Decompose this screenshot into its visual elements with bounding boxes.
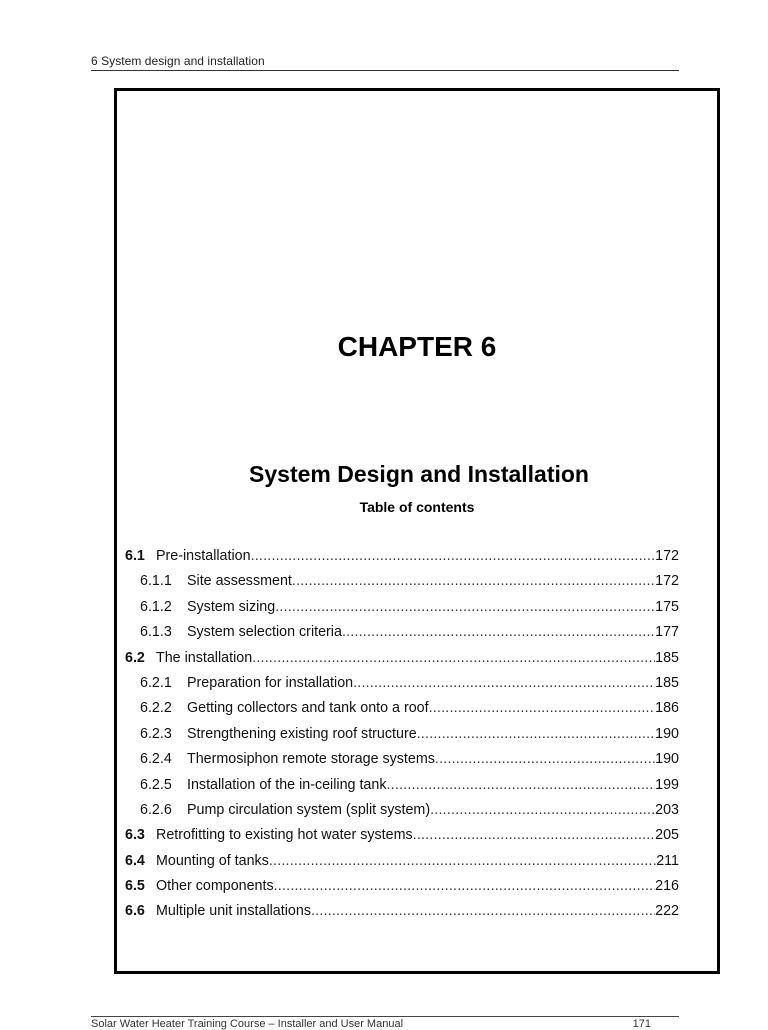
chapter-box (114, 88, 720, 974)
running-head: 6 System design and installation (91, 54, 265, 68)
toc-page: 216 (655, 878, 679, 895)
toc-number: 6.1.3 (140, 624, 172, 641)
toc-label: Other components (156, 878, 274, 895)
toc-page: 172 (655, 548, 679, 564)
toc-number: 6.1.2 (140, 598, 172, 615)
toc-page: 222 (655, 903, 679, 920)
page-footer (91, 1018, 651, 1030)
toc-leader-dots (435, 751, 655, 767)
toc-entry[interactable] (125, 903, 679, 928)
toc-leader-dots (252, 650, 655, 666)
toc-label: Pre-installation (156, 548, 251, 564)
toc-leader-dots (251, 548, 656, 564)
toc-leader-dots (430, 802, 655, 818)
toc-number: 6.2.5 (140, 776, 172, 793)
toc-number: 6.2 (125, 649, 145, 666)
toc-label: Preparation for installation (187, 674, 354, 691)
footer-rule (91, 1016, 679, 1017)
toc-page: 205 (655, 827, 679, 844)
toc-entry[interactable] (125, 573, 679, 598)
toc-entry[interactable] (125, 624, 679, 649)
chapter-title: System Design and Installation (249, 461, 589, 487)
toc-heading: Table of contents (359, 499, 475, 515)
toc-page: 199 (655, 776, 679, 793)
toc-number: 6.2.6 (140, 801, 172, 818)
toc-page: 185 (655, 674, 679, 691)
toc-leader-dots (274, 878, 656, 894)
toc-number: 6.2.1 (140, 674, 172, 691)
toc-label: Installation of the in-ceiling tank (187, 776, 387, 793)
toc-label: System selection criteria (187, 624, 342, 641)
toc-leader-dots (353, 675, 655, 691)
toc-page: 203 (655, 801, 679, 818)
toc-page: 190 (655, 751, 679, 768)
toc-entry[interactable] (125, 675, 679, 700)
toc-leader-dots (342, 624, 655, 640)
toc-label: Mounting of tanks (156, 852, 269, 869)
header-rule (91, 70, 679, 71)
page-number: 171 (632, 1018, 651, 1030)
toc-leader-dots (413, 827, 655, 843)
toc-number: 6.2.3 (140, 725, 172, 742)
toc-label: Retrofitting to existing hot water systems (156, 827, 413, 844)
toc-label: System sizing (187, 598, 276, 615)
toc-number: 6.4 (125, 852, 145, 869)
chapter-label: CHAPTER 6 (337, 331, 497, 362)
toc-page: 185 (655, 649, 679, 666)
toc-leader-dots (275, 599, 655, 615)
toc-page: 190 (655, 725, 679, 742)
toc-label: Multiple unit installations (156, 903, 311, 920)
footer-title: Solar Water Heater Training Course – Installer and User Manual (91, 1018, 404, 1030)
toc-entry[interactable] (125, 650, 679, 675)
toc-entry[interactable] (125, 878, 679, 903)
toc-number: 6.1 (125, 548, 145, 564)
toc-entry[interactable] (125, 548, 679, 573)
toc-entry[interactable] (125, 751, 679, 776)
toc-number: 6.3 (125, 827, 145, 844)
toc-entry[interactable] (125, 700, 679, 725)
toc-leader-dots (386, 777, 655, 793)
toc-label: Site assessment (187, 573, 292, 590)
toc-entry[interactable] (125, 853, 679, 878)
toc-label: Getting collectors and tank onto a roof (187, 700, 429, 717)
toc-number: 6.6 (125, 903, 145, 920)
toc-entry[interactable] (125, 726, 679, 751)
toc-page: 177 (655, 624, 679, 641)
toc-label: The installation (156, 649, 253, 666)
toc-entry[interactable] (125, 827, 679, 852)
toc-number: 6.1.1 (140, 573, 172, 590)
toc-leader-dots (269, 853, 656, 869)
toc-entry[interactable] (125, 599, 679, 624)
table-of-contents (125, 548, 679, 929)
toc-leader-dots (429, 700, 656, 716)
toc-label: Strengthening existing roof structure (187, 725, 417, 742)
toc-leader-dots (311, 903, 655, 919)
toc-label: Thermosiphon remote storage systems (187, 751, 435, 768)
toc-page: 172 (655, 573, 679, 590)
toc-page: 186 (655, 700, 679, 717)
toc-number: 6.2.4 (140, 751, 172, 768)
toc-number: 6.5 (125, 878, 145, 895)
toc-entry[interactable] (125, 777, 679, 802)
toc-entry[interactable] (125, 802, 679, 827)
toc-number: 6.2.2 (140, 700, 172, 717)
toc-page: 211 (656, 852, 679, 869)
toc-page: 175 (655, 598, 679, 615)
toc-leader-dots (417, 726, 655, 742)
toc-leader-dots (292, 573, 655, 589)
toc-label: Pump circulation system (split system) (187, 801, 431, 818)
